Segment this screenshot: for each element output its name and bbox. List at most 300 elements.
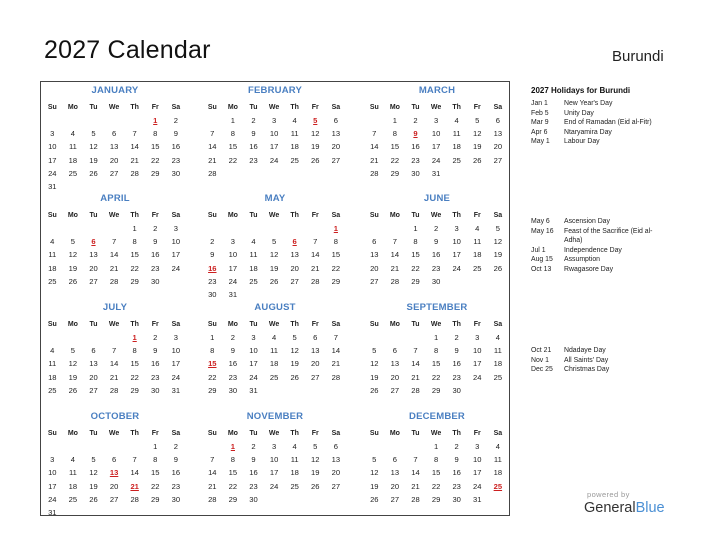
calendar-day: 2 (173, 442, 178, 451)
weekday-header: Fr (151, 430, 159, 437)
holiday-row-name: Independence Day (564, 246, 622, 254)
calendar-day: 1 (392, 116, 397, 125)
calendar-day: 24 (431, 155, 441, 165)
empty-cell (223, 222, 244, 235)
calendar-day: 20 (290, 263, 299, 273)
weekday-header: Sa (331, 430, 341, 437)
calendar-day: 29 (130, 385, 139, 395)
empty-cell (305, 222, 326, 235)
month-name: AUGUST (254, 302, 296, 313)
calendar-day: 11 (68, 142, 77, 152)
calendar-day: 7 (333, 333, 338, 342)
empty-cell (42, 114, 63, 127)
calendar-day: 4 (454, 116, 459, 125)
calendar-day: 8 (230, 129, 235, 139)
month-name: NOVEMBER (246, 411, 304, 422)
calendar-day: 13 (89, 359, 98, 369)
holiday-row-name: Ndadaye Day (564, 347, 606, 354)
weekday-header: Mo (389, 321, 400, 328)
calendar-day: 17 (431, 142, 441, 152)
holiday-row (531, 255, 664, 265)
empty-cell (364, 114, 385, 127)
calendar-day: 19 (89, 155, 98, 165)
weekday-header: Su (207, 321, 217, 328)
month-may (202, 192, 348, 301)
calendar-day: 5 (495, 224, 500, 233)
holiday-date: 21 (130, 481, 139, 491)
calendar-day: 6 (333, 442, 338, 451)
calendar-day: 20 (109, 155, 119, 165)
weekday-header: Th (290, 430, 299, 437)
calendar-day: 29 (151, 494, 160, 504)
calendar-day: 24 (473, 372, 482, 382)
month-name: OCTOBER (90, 411, 140, 422)
weekday-header: Th (130, 212, 139, 219)
calendar-day: 18 (269, 359, 279, 369)
calendar-day: 15 (390, 142, 400, 152)
calendar-day: 4 (495, 333, 500, 342)
calendar-day: 23 (411, 155, 420, 165)
calendar-day: 13 (311, 346, 320, 356)
weekday-header: Fr (311, 321, 319, 328)
holiday-row (531, 356, 664, 366)
weekday-header: Fr (151, 212, 159, 219)
empty-cell (385, 222, 406, 235)
weekday-header: Su (47, 212, 57, 219)
weekday-header: Tu (411, 430, 420, 437)
calendar-day: 30 (452, 385, 461, 395)
calendar-day: 11 (290, 455, 299, 465)
month-november (202, 410, 348, 506)
calendar-day: 15 (228, 468, 238, 478)
calendar-day: 16 (228, 359, 238, 369)
calendar-day: 18 (493, 359, 503, 369)
holiday-row-name: Ntaryamira Day (564, 128, 612, 136)
calendar-day: 16 (151, 250, 160, 260)
calendar-day: 2 (413, 116, 418, 125)
calendar-day: 14 (331, 346, 341, 356)
weekday-header: We (430, 212, 442, 219)
weekday-header: Sa (331, 104, 341, 111)
calendar-day: 1 (433, 442, 439, 451)
weekday-header: Mo (67, 430, 78, 437)
holiday-row (531, 118, 664, 128)
calendar-day: 26 (473, 155, 482, 165)
calendar-day: 26 (68, 276, 78, 286)
calendar-day: 6 (495, 116, 500, 125)
calendar-day: 21 (208, 481, 217, 491)
calendar-day: 12 (473, 129, 482, 139)
calendar-day: 8 (433, 346, 439, 356)
calendar-day: 24 (269, 155, 279, 165)
calendar-day: 16 (411, 142, 420, 152)
calendar-day: 10 (48, 468, 57, 478)
calendar-day: 16 (171, 142, 181, 152)
calendar-day: 23 (249, 481, 258, 491)
empty-cell (104, 222, 125, 235)
weekday-header: We (430, 430, 442, 437)
calendar-day: 2 (153, 333, 158, 342)
calendar-day: 27 (390, 385, 400, 395)
calendar-day: 19 (493, 250, 503, 260)
holiday-date: 5 (313, 116, 318, 125)
calendar-day: 22 (208, 372, 217, 382)
calendar-day: 2 (153, 224, 158, 233)
calendar-day: 3 (271, 116, 277, 125)
calendar-day: 5 (91, 455, 96, 465)
empty-cell (385, 440, 406, 453)
calendar-day: 29 (390, 168, 400, 178)
calendar-day: 12 (68, 250, 78, 260)
calendar-day: 26 (370, 494, 379, 504)
brand-text-general: General (584, 500, 636, 516)
calendar-day: 3 (173, 224, 178, 233)
weekday-header: Th (290, 321, 299, 328)
calendar-day: 27 (370, 276, 379, 286)
calendar-day: 4 (50, 346, 55, 356)
calendar-day: 22 (130, 263, 139, 273)
calendar-day: 18 (68, 155, 78, 165)
calendar-day: 20 (390, 372, 400, 382)
calendar-day: 15 (228, 142, 238, 152)
calendar-day: 29 (411, 276, 420, 286)
calendar-day: 11 (48, 359, 57, 369)
calendar-day: 27 (311, 372, 320, 382)
calendar-day: 5 (70, 346, 75, 356)
calendar-day: 23 (151, 263, 160, 273)
calendar-day: 28 (109, 385, 119, 395)
calendar-day: 20 (390, 481, 400, 491)
calendar-day: 26 (311, 481, 320, 491)
calendar-day: 30 (411, 168, 420, 178)
weekday-header: Fr (473, 430, 481, 437)
weekday-header: We (268, 104, 280, 111)
calendar-day: 24 (452, 263, 461, 273)
weekday-header: Su (207, 430, 217, 437)
month-name: MARCH (418, 85, 456, 96)
country-name: Burundi (612, 48, 664, 65)
calendar-day: 20 (331, 468, 341, 478)
empty-cell (124, 440, 145, 453)
calendar-day: 4 (50, 237, 55, 247)
calendar-day: 22 (151, 481, 160, 491)
weekday-header: Sa (331, 321, 341, 328)
calendar-day: 26 (493, 263, 503, 273)
calendar-day: 27 (331, 481, 341, 491)
calendar-day: 25 (452, 155, 461, 165)
calendar-day: 19 (269, 263, 279, 273)
empty-cell (364, 331, 385, 344)
calendar-day: 21 (130, 155, 139, 165)
calendar-day: 3 (50, 455, 55, 465)
calendar-day: 24 (48, 494, 57, 504)
weekday-header: Su (207, 212, 217, 219)
empty-cell (364, 222, 385, 235)
calendar-day: 2 (210, 237, 215, 247)
calendar-day: 7 (210, 129, 215, 139)
weekday-header: Tu (411, 104, 420, 111)
calendar-day: 8 (413, 237, 418, 247)
calendar-day: 13 (390, 468, 400, 478)
holiday-row-date: Jul 1 (531, 246, 546, 254)
calendar-day: 2 (454, 442, 459, 451)
calendar-day: 8 (230, 455, 235, 465)
calendar-day: 19 (290, 359, 299, 369)
month-grid (364, 101, 510, 180)
calendar-day: 8 (392, 129, 397, 139)
month-august (202, 301, 348, 397)
calendar-day: 12 (68, 359, 78, 369)
calendar-day: 22 (331, 263, 341, 273)
weekday-header: Th (290, 212, 299, 219)
holiday-group (531, 99, 664, 147)
calendar-day: 10 (171, 346, 181, 356)
holiday-row-name: End of Ramadan (Eid al-Fitr) (564, 119, 652, 127)
empty-cell (83, 331, 104, 344)
month-grid (202, 318, 348, 397)
calendar-day: 2 (251, 116, 256, 125)
calendar-day: 27 (89, 276, 98, 286)
calendar-day: 16 (249, 468, 258, 478)
calendar-day: 14 (208, 468, 217, 478)
month-february (202, 84, 348, 180)
calendar-day: 16 (249, 142, 258, 152)
empty-cell (83, 222, 104, 235)
holiday-row (531, 227, 664, 246)
calendar-day: 17 (171, 359, 181, 369)
calendar-day: 9 (153, 346, 158, 356)
calendar-day: 15 (130, 250, 139, 260)
calendar-day: 12 (493, 237, 503, 247)
calendar-day: 18 (493, 468, 503, 478)
calendar-day: 16 (171, 468, 181, 478)
month-september (364, 301, 510, 397)
month-grid (42, 101, 188, 193)
holiday-row (531, 137, 664, 147)
calendar-day: 30 (208, 289, 217, 299)
calendar-day: 23 (452, 481, 461, 491)
calendar-day: 8 (153, 455, 158, 465)
calendar-day: 27 (493, 155, 503, 165)
holiday-group (531, 346, 664, 375)
calendar-day: 18 (249, 263, 258, 273)
calendar-day: 7 (132, 129, 137, 139)
powered-by-text: powered by (587, 490, 630, 499)
month-grid (42, 318, 188, 397)
calendar-day: 7 (313, 237, 318, 247)
calendar-day: 26 (370, 385, 379, 395)
calendar-day: 30 (171, 168, 181, 178)
calendar-day: 7 (372, 129, 377, 139)
calendar-day: 28 (130, 168, 139, 178)
weekday-header: Mo (389, 104, 400, 111)
calendar-day: 5 (475, 116, 480, 125)
month-name: JULY (102, 302, 128, 313)
calendar-day: 10 (48, 142, 57, 152)
holiday-row-date: Apr 6 (531, 128, 548, 136)
calendar-day: 1 (153, 442, 158, 451)
brand-logo (584, 500, 665, 516)
holiday-row-name: Assumption (564, 256, 601, 264)
weekday-header: Sa (171, 430, 181, 437)
calendar-day: 21 (411, 372, 420, 382)
calendar-day: 23 (249, 155, 258, 165)
calendar-day: 30 (228, 385, 238, 395)
calendar-day: 5 (70, 237, 75, 247)
calendar-day: 12 (370, 468, 379, 478)
calendar-day: 5 (313, 442, 318, 451)
calendar-day: 4 (70, 129, 75, 139)
calendar-day: 21 (370, 155, 379, 165)
empty-cell (83, 114, 104, 127)
calendar-day: 17 (473, 468, 482, 478)
calendar-day: 12 (89, 468, 98, 478)
calendar-day: 1 (230, 116, 235, 125)
holiday-row-date: May 6 (531, 218, 550, 225)
calendar-day: 21 (311, 263, 320, 273)
calendar-day: 25 (68, 494, 78, 504)
calendar-day: 14 (370, 142, 379, 152)
calendar-day: 19 (311, 468, 320, 478)
calendar-day: 12 (290, 346, 299, 356)
empty-cell (63, 114, 84, 127)
calendar-day: 14 (411, 468, 420, 478)
calendar-day: 6 (392, 455, 397, 465)
calendar-day: 29 (151, 168, 160, 178)
calendar-day: 29 (208, 385, 217, 395)
calendar-day: 11 (493, 455, 502, 465)
calendar-day: 19 (68, 372, 78, 382)
weekday-header: Su (369, 321, 379, 328)
empty-cell (63, 331, 84, 344)
calendar-day: 3 (173, 333, 178, 342)
calendar-day: 5 (372, 455, 377, 465)
calendar-day: 8 (132, 237, 137, 247)
calendar-day: 15 (151, 468, 160, 478)
calendar-day: 17 (48, 481, 57, 491)
empty-cell (63, 222, 84, 235)
calendar-day: 4 (292, 116, 297, 125)
calendar-day: 9 (433, 237, 439, 247)
calendar-day: 10 (269, 455, 279, 465)
calendar-day: 5 (271, 237, 277, 247)
calendar-day: 10 (269, 129, 279, 139)
calendar-day: 13 (290, 250, 299, 260)
calendar-day: 13 (493, 129, 503, 139)
calendar-day: 7 (210, 455, 215, 465)
holiday-date: 1 (132, 333, 137, 342)
calendar-day: 30 (171, 494, 181, 504)
calendar-day: 8 (210, 346, 215, 356)
calendar-day: 6 (372, 237, 377, 247)
weekday-header: We (268, 212, 280, 219)
calendar-day: 29 (431, 494, 441, 504)
calendar-day: 21 (109, 263, 119, 273)
calendar-day: 23 (452, 372, 461, 382)
month-march (364, 84, 510, 180)
calendar-day: 15 (431, 468, 441, 478)
weekday-header: Mo (389, 212, 400, 219)
calendar-day: 15 (431, 359, 441, 369)
holiday-row-date: Dec 25 (531, 366, 553, 374)
calendar-day: 25 (249, 276, 258, 286)
calendar-day: 4 (251, 237, 256, 247)
calendar-day: 21 (208, 155, 217, 165)
calendar-day: 9 (454, 455, 459, 465)
empty-cell (42, 331, 63, 344)
holiday-row-date: Jan 1 (531, 100, 548, 107)
calendar-day: 3 (251, 333, 256, 342)
calendar-day: 28 (411, 385, 420, 395)
holiday-row (531, 246, 664, 256)
holiday-row-name: New Year's Day (564, 100, 613, 107)
month-grid (202, 209, 348, 301)
calendar-day: 25 (269, 372, 279, 382)
calendar-day: 11 (473, 237, 482, 247)
calendar-day: 24 (171, 263, 181, 273)
weekday-header: Sa (171, 321, 181, 328)
holiday-row (531, 265, 664, 275)
calendar-day: 19 (370, 372, 379, 382)
calendar-day: 31 (48, 181, 57, 191)
weekday-header: Su (47, 104, 57, 111)
calendar-day: 6 (111, 455, 117, 465)
calendar-day: 22 (228, 155, 238, 165)
calendar-day: 30 (452, 494, 461, 504)
calendar-day: 11 (249, 250, 258, 260)
calendar-day: 1 (210, 333, 215, 342)
calendar-day: 13 (331, 455, 341, 465)
calendar-day: 18 (452, 142, 461, 152)
calendar-day: 28 (370, 168, 379, 178)
empty-cell (42, 440, 63, 453)
empty-cell (63, 440, 84, 453)
calendar-day: 9 (454, 346, 459, 356)
weekday-header: Tu (89, 212, 98, 219)
calendar-day: 14 (109, 250, 119, 260)
calendar-day: 12 (370, 359, 379, 369)
calendar-day: 27 (331, 155, 341, 165)
calendar-day: 15 (151, 142, 160, 152)
empty-cell (124, 114, 145, 127)
calendar-day: 26 (311, 155, 320, 165)
weekday-header: Th (452, 212, 461, 219)
calendar-day: 28 (109, 276, 119, 286)
holiday-row-date: Oct 21 (531, 347, 552, 354)
calendar-day: 14 (130, 468, 139, 478)
holiday-row-name: Ascension Day (564, 218, 610, 225)
holiday-row-name: Rwagasore Day (564, 265, 614, 273)
calendar-day: 26 (68, 385, 78, 395)
calendar-day: 13 (89, 250, 98, 260)
calendar-day: 27 (290, 276, 299, 286)
calendar-day: 4 (475, 224, 480, 233)
holiday-group (531, 217, 664, 275)
calendar-day: 21 (390, 263, 400, 273)
weekday-header: Tu (89, 430, 98, 437)
holiday-row (531, 109, 664, 119)
calendar-day: 27 (89, 385, 98, 395)
calendar-day: 8 (153, 129, 158, 139)
empty-cell (202, 114, 223, 127)
calendar-day: 17 (269, 142, 279, 152)
weekday-header: Th (130, 104, 139, 111)
empty-cell (243, 222, 264, 235)
holiday-date: 6 (292, 237, 297, 247)
holiday-date: 1 (153, 116, 158, 125)
calendar-day: 4 (70, 455, 75, 465)
calendar-day: 10 (228, 250, 238, 260)
